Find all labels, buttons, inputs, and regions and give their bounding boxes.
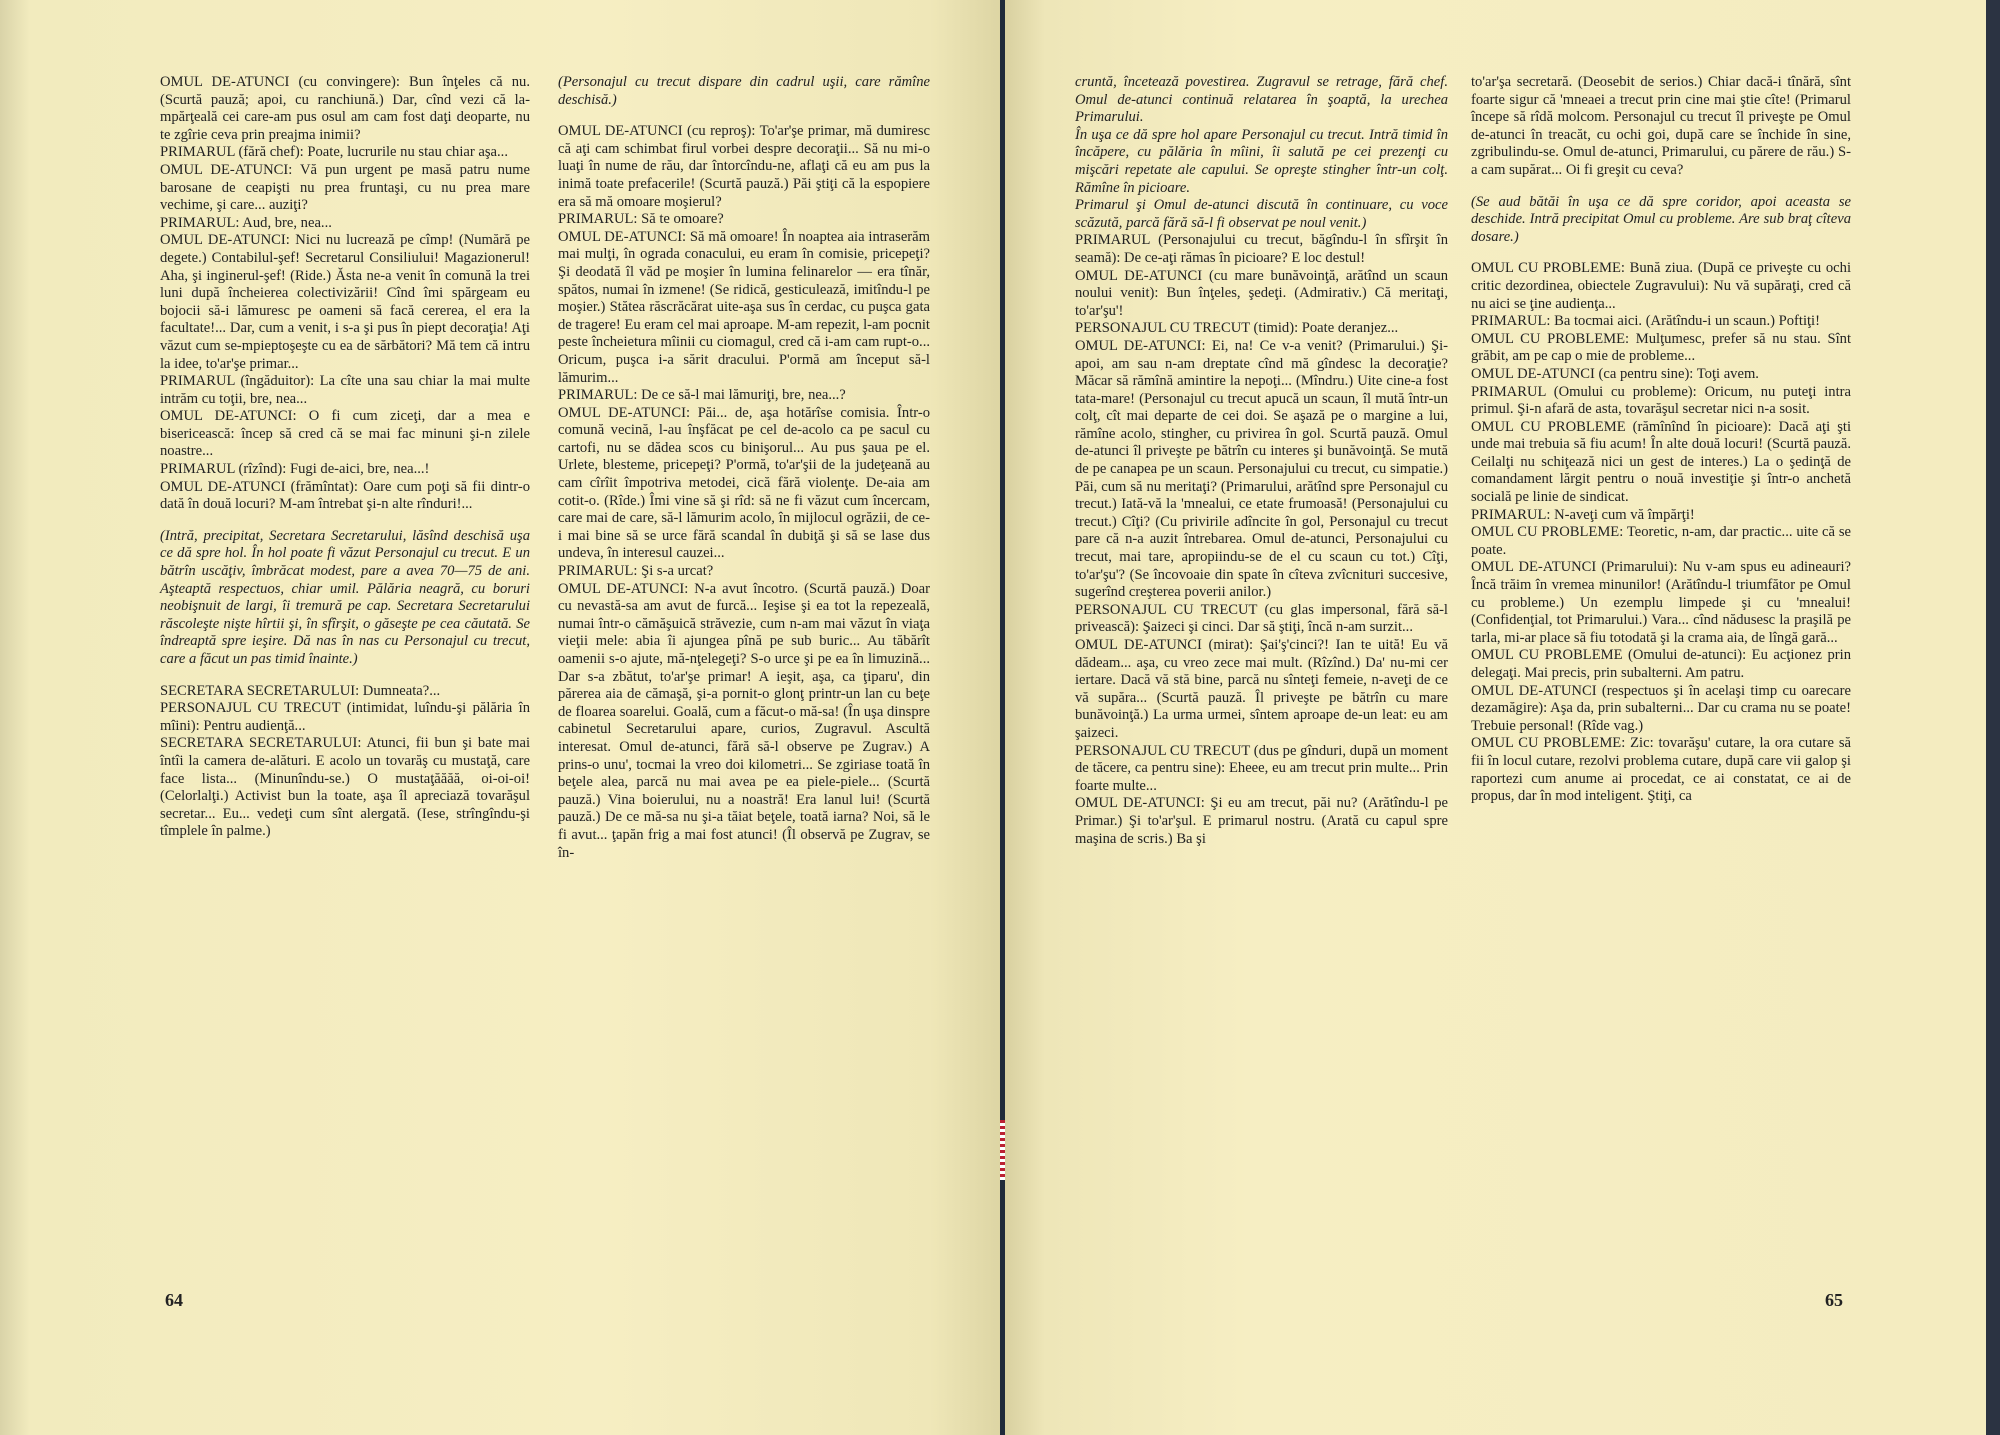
paragraph: OMUL DE-ATUNCI (cu reproş): To'ar'şe primar, mă dumiresc că aţi cam schimbat firul vorbei despre decoraţii... Să nu mi-o luaţi în nume de rău, dar întorcîndu-ne, aflaţi că eu am pus la inimă toate prefacerile! (Scurtă pauză.) Păi ştiţi că la espopiere era să mă omoare moşierul? [558,123,930,210]
paragraph: OMUL CU PROBLEME (Omului de-atunci): Eu acţionez prin delegaţi. Mai precis, prin subalterni. Am patru. [1471,647,1851,681]
paragraph: PRIMARUL (Omului cu probleme): Oricum, nu puteţi intra primul. Şi-n afară de asta, tovarăşul secretar nici n-a sosit. [1471,383,1851,418]
paragraph: OMUL CU PROBLEME: Mulţumesc, prefer să nu stau. Sînt grăbit, am pe cap o mie de probleme... [1471,330,1851,365]
stage-direction: (Intră, precipitat, Secretara Secretarului, lăsînd deschisă uşa ce dă spre hol. În hol poate fi văzut Personajul cu trecut. E un bătrîn uscăţiv, îmbrăcat modest, pare a avea 70—75 de ani. Aşteaptă respectuos, chiar umil. Pălăria neagră, cu boruri neobişnuit de largi, îi tremură pe cap. Secretara Secretarului răscoleşte nişte hîrtii şi, în sfîrşit, o găseşte pe cea căutată. Se îndreaptă spre ieşire. Dă nas în nas cu Personajul cu trecut, care a făcut un pas timid înainte.) [160,527,530,667]
paragraph: OMUL DE-ATUNCI: Să mă omoare! În noaptea aia intraserăm mai mulţi, în ograda conacului, eu eram în comisie, pricepeţi? Şi deodată îl văd pe moşier în lumina felinarelor — era tînăr, spătos, numai în izmene! (Se ridică, gesticulează, imitîndu-l pe moşier.) Stătea răscrăcărat uite-aşa sus în cerdac, cu puşca gata de tragere! Eu eram cel mai aproape. M-am repezit, l-am pocnit peste încheietura mîinii cu ciomagul, cred că i-am cam rupt-o... Oricum, puşca i-a sărit dracului. P'ormă am început să-l lămurim... [558,228,930,386]
left-page-column-1 [160,74,530,841]
paragraph: PERSONAJUL CU TRECUT (timid): Poate deranjez... [1075,320,1399,337]
page-number: 64 [165,1290,183,1310]
paragraph: OMUL DE-ATUNCI (respectuos şi în acelaşi timp cu oarecare dezamăgire): Aşa da, prin subalterni... Dar cu crama nu se poate! Trebuie personal! (Rîde vag.) [1471,682,1851,734]
paragraph: OMUL DE-ATUNCI: Şi eu am trecut, păi nu? (Arătîndu-l pe Primar.) Şi to'ar'şul. E primarul nostru. (Arată cu capul spre maşina de scris.) Ba şi [1075,795,1448,847]
paragraph: OMUL CU PROBLEME: Zic: tovarăşu' cutare, la ora cutare să fii în locul cutare, rezolvi problema cutare, după care vii galop şi raportezi cum anume ai procedat, ce ai constatat, ce ai de propus, dar în mod inteligent. Ştiţi, ca [1471,735,1851,805]
paragraph: SECRETARA SECRETARULUI: Atunci, fii bun şi bate mai întîi la camera de-alături. E acolo un tovarăş cu mustaţă, care face lista... (Minunîndu-se.) O mustaţăăăă, oi-oi-oi! (Celorlalţi.) Activist bun la toate, aşa îl apreciază tovarăşul secretar... Eu... vedeţi cum sînt alergată. (Iese, strîngîndu-şi tîmplele în palme.) [160,735,530,840]
stage-direction: (Personajul cu trecut dispare din cadrul uşii, care rămîne deschisă.) [558,74,930,108]
paragraph: PRIMARUL: Ba tocmai aici. (Arătîndu-i un scaun.) Poftiţi! [1471,313,1820,330]
paragraph: PERSONAJUL CU TRECUT (intimidat, luîndu-şi pălăria în mîini): Pentru audienţă... [160,700,530,734]
paragraph: OMUL DE-ATUNCI: O fi cum ziceţi, dar a mea e bisericească: încep să cred că se mai fac minuni şi-n zilele noastre... [160,408,530,460]
paragraph: SECRETARA SECRETARULUI: Dumneata?... [160,682,441,699]
paragraph: PRIMARUL: De ce să-l mai lămuriţi, bre, nea...? [558,387,846,404]
paragraph: PRIMARUL: Şi s-a urcat? [558,563,714,580]
stage-direction: Primarul şi Omul de-atunci discută în continuare, cu voce scăzută, parcă fără să-l fi observat pe noul venit.) [1075,197,1448,231]
paragraph: OMUL CU PROBLEME: Teoretic, n-am, dar practic... uite că se poate. [1471,524,1851,558]
paragraph: OMUL DE-ATUNCI: Ei, na! Ce v-a venit? (Primarului.) Şi-apoi, am sau n-am dreptate cînd mă gîndesc la decoraţie? Măcar să rămînă amintire la nepoţi... (Mîndru.) Uite cine-a fost tata-mare! (Personajul cu trecut apucă un scaun, îl mută într-un colţ, cît mai departe de cei doi. Se aşază pe o margine a lui, rămîne acolo, stingher, cu privirea în gol. Scurtă pauză. Omul de-atunci îl priveşte pe bătrîn cu interes şi bunăvoinţă. Se mută de pe canapea pe un scaun. Personajului cu trecut, cu simpatie.) Păi, cum să nu meritaţi? (Primarului, arătînd spre Personajul cu trecut.) Iată-vă la 'mnealui, ce etate frumoasă! (Personajului cu trecut.) Cîţi? (Cu privirile adîncite în gol, Personajul cu trecut pare că n-a auzit întrebarea. Omul de-atunci, Personajului cu trecut, mai tare, apropiindu-se de el cu scaun cu tot.) Cîţi, to'ar'şu'? (Se încovoaie din spate în cîteva zvîcnituri succesive, sugerînd creşterea poverii anilor.) [1075,337,1448,601]
paragraph: OMUL CU PROBLEME (rămînînd în picioare): Dacă aţi şti unde mai trebuia să fiu acum! În alte două locuri! (Scurtă pauză. Ceilalţi nu schiţează nici un gest de interes.) La o şedinţă de comandament lărgit pentru o nouă investiţie şi într-o anchetă socială pe linie de sindicat. [1471,418,1851,506]
paragraph: PRIMARUL (fără chef): Poate, lucrurile nu stau chiar aşa... [160,144,508,161]
paragraph: OMUL DE-ATUNCI (cu mare bunăvoinţă, arătînd un scaun noului venit): Bun înţeles, şedeţi. (Admirativ.) Că meritaţi, to'ar'şu'! [1075,267,1448,319]
paragraph: PRIMARUL (Personajului cu trecut, băgîndu-l în sfîrşit în seamă): De ce-aţi rămas în picioare? E loc destul! [1075,232,1448,266]
paragraph: PERSONAJUL CU TRECUT (dus pe gînduri, după un moment de tăcere, ca pentru sine): Eheee, eu am trecut prin multe... Prin foarte multe... [1075,742,1448,794]
paragraph: OMUL DE-ATUNCI (cu convingere): Bun înţeles că nu. (Scurtă pauză; apoi, cu ranchiună.) Dar, cînd vezi că la-mpărţeală cei care-am pus osul am cam fost daţi deoparte, nu te zgîrie ceva prin preajma inimii? [160,74,530,143]
book-cover-edge [1986,0,2000,1435]
paragraph: PRIMARUL: Aud, bre, nea... [160,214,332,231]
left-page-column-2 [558,74,930,862]
paragraph: PERSONAJUL CU TRECUT (cu glas impersonal, fără să-l privească): Şaizeci şi cinci. Dar să ştiţi, încă n-am surzit... [1075,601,1448,636]
page-number: 65 [1825,1290,1843,1310]
paragraph: to'ar'şa secretară. (Deosebit de serios.) Chiar dacă-i tînără, sînt foarte sigur că 'mneaei a trecut prin cine mai ştie cîte! (Primarul începe să rîdă molcom. Personajul cu trecut îl priveşte pe Omul de-atunci în treacăt, cu ochi goi, după care se închide în sine, zgribulindu-se. Omul de-atunci, Primarului, cu părere de rău.) S-a cam supărat... Oi fi greşit cu ceva? [1471,74,1851,178]
paragraph: OMUL DE-ATUNCI (mirat): Şai'ş'cinci?! Ian te uită! Eu vă dădeam... aşa, cu vreo zece mai mult. (Rîzînd.) Da' nu-mi cer iertare. Dacă vă stă bine, parcă nu sînteţi femeie, n-aveţi de ce vă supăra... (Scurtă pauză. Îl priveşte pe bătrîn cu mare bunăvoinţă.) La urma urmei, sîntem aproape de-un leat: eu am şaizeci. [1075,637,1448,741]
paragraph: OMUL DE-ATUNCI: N-a avut încotro. (Scurtă pauză.) Doar cu nevastă-sa am avut de furcă... Ieşise şi ea tot la repezeală, numai într-o cămăşuică străvezie, cum n-am mai văzut în viaţa vieţii mele: abia îi ajungea pînă pe sub buric... Au tăbărît oamenii s-o ajute, mă-nţelegeţi? S-o urce şi pe ea în limuzină... Dar s-a zbătut, to'ar'şe primar! A ieşit, aşa, ca ţiparu', din părerea aia de cămaşă, şi-a pornit-o glonţ printr-un lan cu beţe de floarea soarelui. Goală, cum a făcut-o mă-sa! (În uşa dinspre cabinetul Secretarului apare, curios, Zugravul. Ascultă interesat. Omul de-atunci, fără să-l observe pe Zugrav.) A prins-o unu', tocmai la vreo doi kilometri... Se zgiriase toată în beţele alea, parcă nu mai avea pe ea piele-piele... (Scurtă pauză.) Vina boierului, nu a noastră! Era lanul lui! (Scurtă pauză.) De ce mă-sa nu şi-a tăiat beţele, toată iarna? Noi, să le fi avut... ţapăn frig a mai fost atunci! (Îl observă pe Zugrav, se în- [558,580,930,861]
paragraph: OMUL CU PROBLEME: Bună ziua. (După ce priveşte cu ochi critic dezordinea, obiectele Zugravului): Nu vă supăraţi, cred că nu aici se ţine audienţa... [1471,260,1851,312]
paragraph: OMUL DE-ATUNCI (ca pentru sine): Toţi avem. [1471,365,1759,382]
paragraph: OMUL DE-ATUNCI (Primarului): Nu v-am spus eu adineauri? Încă trăim în vremea minunilor! (Arătîndu-l triumfător pe Omul cu probleme.) Un ezemplu limpede şi cu 'mnealui! (Confidenţial, tot Primarului.) Vara... cînd nădusesc la praşilă pe tarla, mi-ar place să fiu totodată şi la crama aia, de lîngă gară... [1471,559,1851,646]
paragraph: PRIMARUL: Să te omoare? [558,211,724,228]
stage-direction: cruntă, încetează povestirea. Zugravul se retrage, fără chef. Omul de-atunci continuă relatarea în şoaptă, la urechea Primarului. [1075,74,1448,126]
paragraph: OMUL DE-ATUNCI (frămîntat): Oare cum poţi să fii dintr-o dată în două locuri? M-am întrebat şi-n alte rînduri!... [160,478,530,513]
paragraph: PRIMARUL (rîzînd): Fugi de-aici, bre, nea...! [160,461,430,478]
paragraph: OMUL DE-ATUNCI: Nici nu lucrează pe cîmp! (Numără pe degete.) Contabilul-şef! Secretarul Consiliului! Magazionerul! Aha, şi inginerul-şef! (Ride.) Ăsta ne-a venit în comună la trei luni după încheierea colectivizării! Cînd îmi spărgeam eu bojocii să-i lămuresc pe oameni să facă cererea, el era la facultate!... Dar, cum a venit, i s-a şi pus în piept decoraţia! Aţi văzut cum se-mpieptoşeşte cu ea de sărbători? Mă tem că intru la idee, to'ar'şe primar... [160,232,530,372]
stage-direction: (Se aud bătăi în uşa ce dă spre coridor, apoi aceasta se deschide. Intră precipitat Omul cu probleme. Are sub braţ cîteva dosare.) [1471,193,1851,245]
right-page [1005,0,1986,1435]
paragraph: OMUL DE-ATUNCI: Păi... de, aşa hotărîse comisia. Într-o comună vecină, l-au înşfăcat pe cel de-acolo ca pe sacul cu cartofi, nu se dădea scos cu binişorul... Au pus şaua pe el. Urlete, blesteme, pricepeţi? P'ormă, to'ar'şii de la judeţeană au cam cîrîit împotriva metodei, cică fără violenţe. De-aia am cotit-o. (Rîde.) Îmi vine să şi rîd: să ne fi văzut cum încercam, care mai de care, să-l lămurim acolo, în mijlocul ogrăzii, de ce-i mai bine să se urce fără scandal în dubiţă şi să se lase dus undeva, în interesul cauzei... [558,404,930,562]
paragraph: OMUL DE-ATUNCI: Vă pun urgent pe masă patru nume barosane de ceapişti nu prea fruntaşi, cu nu prea mare vechime, şi care... auziţi? [160,161,530,214]
right-page-column-2 [1471,74,1851,806]
paragraph: PRIMARUL: N-aveţi cum vă împărţi! [1471,506,1695,523]
paragraph: PRIMARUL (îngăduitor): La cîte una sau chiar la mai multe intrăm cu toţii, bre, nea... [160,373,530,407]
right-page-column-1 [1075,74,1448,848]
stage-direction: În uşa ce dă spre hol apare Personajul cu trecut. Intră timid în încăpere, cu pălăria în mîini, îi salută pe cei prezenţi cu mişcări repetate ale capului. Se opreşte stingher într-un colţ. Rămîne în picioare. [1075,126,1448,196]
